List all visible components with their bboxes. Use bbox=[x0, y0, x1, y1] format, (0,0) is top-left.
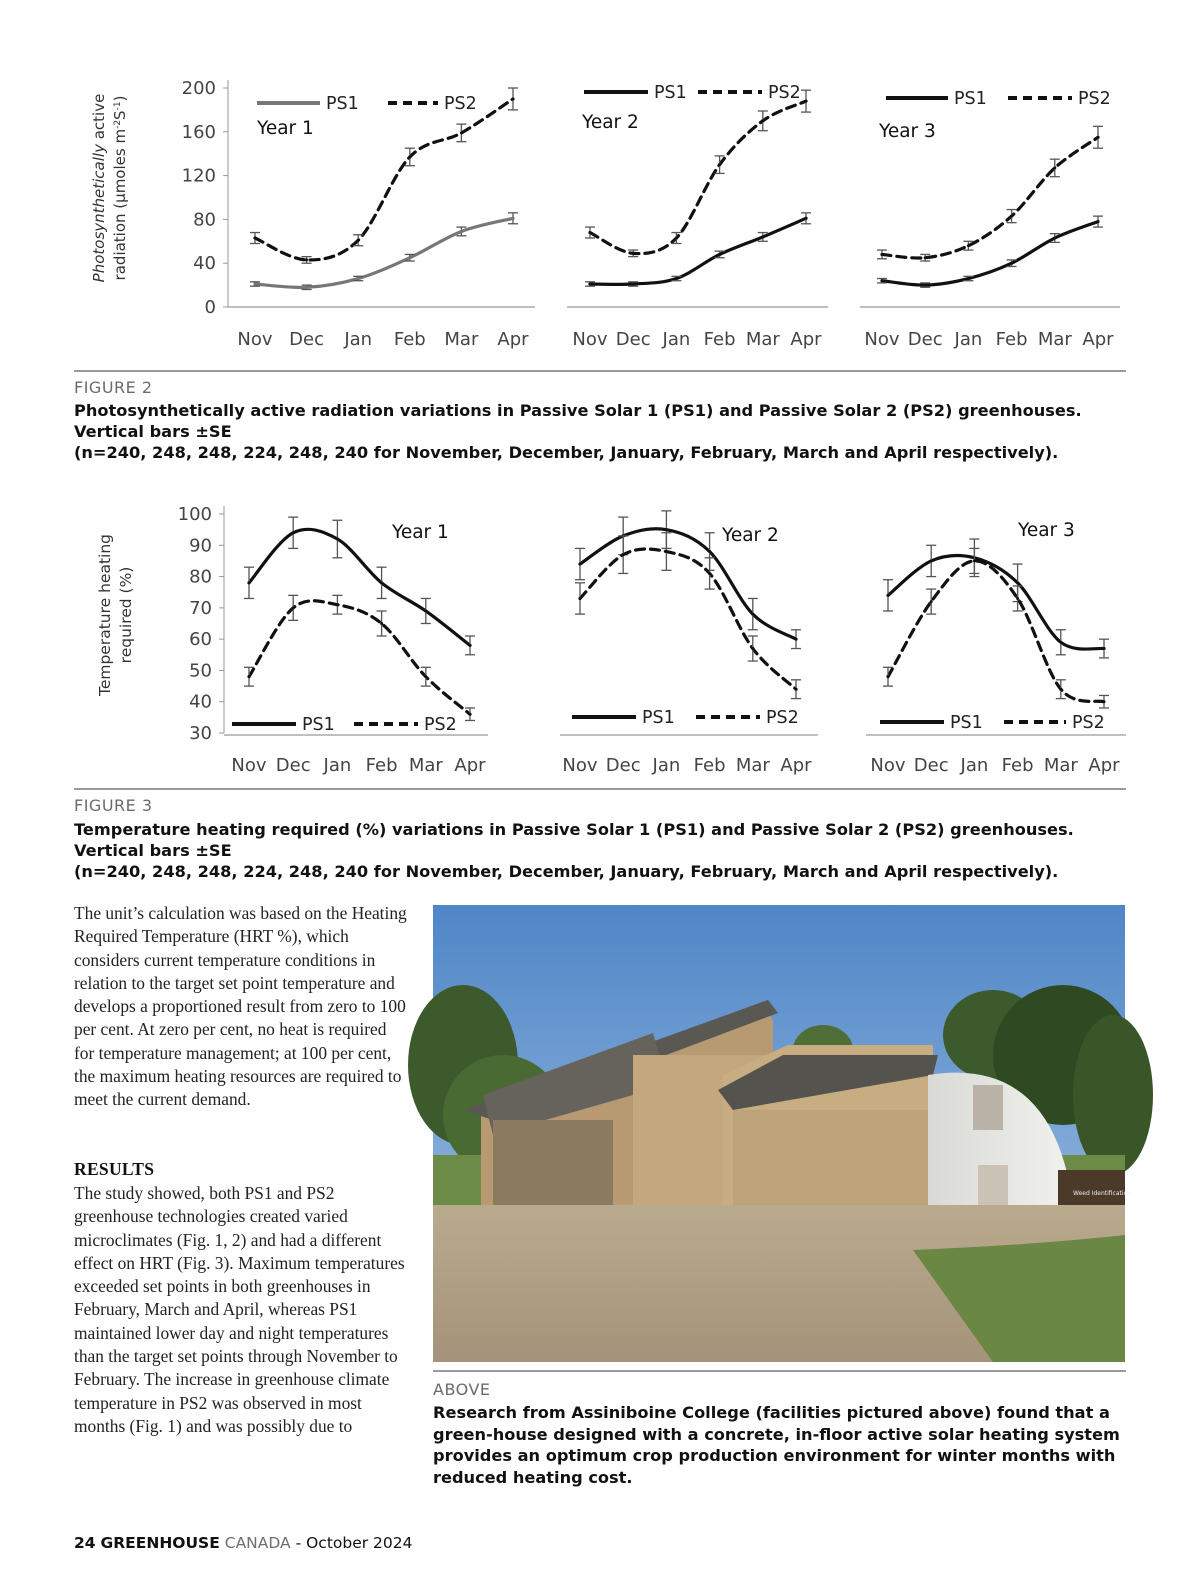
footer-brand: GREENHOUSE bbox=[100, 1534, 220, 1552]
panel-title: Year 1 bbox=[257, 118, 314, 139]
data-point-ps2 bbox=[579, 597, 582, 600]
data-point-ps1 bbox=[380, 581, 383, 584]
x-tick-label: Jan bbox=[652, 755, 681, 776]
x-tick-label: Apr bbox=[1082, 329, 1114, 350]
data-point-ps2 bbox=[248, 675, 251, 678]
page-footer bbox=[74, 1534, 413, 1552]
data-point-ps2 bbox=[795, 688, 798, 691]
figure3-caption bbox=[74, 819, 1134, 882]
x-tick-label: Dec bbox=[913, 755, 949, 776]
x-tick-label: Nov bbox=[870, 755, 906, 776]
data-point-ps1 bbox=[1059, 641, 1062, 644]
data-point-ps1 bbox=[579, 563, 582, 566]
data-point-ps1 bbox=[751, 613, 754, 616]
x-tick-label: Feb bbox=[1001, 755, 1034, 776]
figure3-rule bbox=[74, 788, 1126, 790]
x-tick-label: Apr bbox=[790, 329, 822, 350]
y-tick-label: 80 bbox=[193, 209, 216, 231]
legend-label-ps2: PS2 bbox=[766, 708, 799, 728]
article-paragraph-2: The study showed, both PS1 and PS2 greenhouse technologies created varied microclimates (Fig. 1, 2) and had a different effect on HRT (Fig. 3). Maximum temperatures exceeded set points in both greenhouses in February, March and April, whereas PS1 maintained lower day and night temperatures than the target set points through November to February. The increase in greenhouse climate temperature in PS2 was observed in most months (Fig. 1) and was possibly due to bbox=[74, 1183, 405, 1436]
legend-label-ps2: PS2 bbox=[768, 83, 801, 103]
x-tick-label: Apr bbox=[497, 329, 529, 350]
x-tick-label: Feb bbox=[365, 755, 398, 776]
x-tick-label: Mar bbox=[408, 755, 443, 776]
series-line-ps1-year1 bbox=[249, 529, 470, 645]
y-tick-label: 160 bbox=[181, 121, 216, 143]
par-y-axis-title-line1: Photosynthetically active bbox=[90, 93, 108, 283]
data-point-ps2 bbox=[292, 606, 295, 609]
x-tick-label: Nov bbox=[572, 329, 608, 350]
footer-issue: - October 2024 bbox=[295, 1534, 413, 1552]
panel-title: Year 3 bbox=[1018, 520, 1075, 541]
hrt-y-axis-title-line2: required (%) bbox=[117, 566, 135, 664]
figure3-caption-line1: Temperature heating required (%) variations in Passive Solar 1 (PS1) and Passive Solar 2 (PS2) greenhouses. Vertical bars ±SE bbox=[74, 820, 1074, 860]
data-point-ps2 bbox=[469, 713, 472, 716]
figure3-label: FIGURE 3 bbox=[74, 796, 153, 815]
panel-title: Year 2 bbox=[582, 112, 639, 133]
data-point-ps1 bbox=[887, 594, 890, 597]
page-number: 24 bbox=[74, 1534, 96, 1552]
legend-label-ps2: PS2 bbox=[1078, 89, 1111, 109]
x-tick-label: Dec bbox=[289, 329, 325, 350]
data-point-ps1 bbox=[336, 538, 339, 541]
x-tick-label: Feb bbox=[693, 755, 726, 776]
panel-title: Year 1 bbox=[392, 522, 449, 543]
data-point-ps1 bbox=[930, 559, 933, 562]
legend-label-ps1: PS1 bbox=[326, 94, 359, 114]
data-point-ps2 bbox=[887, 675, 890, 678]
x-tick-label: Mar bbox=[1043, 755, 1078, 776]
data-point-ps2 bbox=[380, 622, 383, 625]
y-tick-label: 200 bbox=[181, 78, 216, 99]
y-tick-label: 40 bbox=[189, 691, 212, 713]
series-line-ps2-year3 bbox=[888, 561, 1104, 702]
figure3-caption-line2: (n=240, 248, 248, 224, 248, 240 for November, December, January, February, March and April respectively). bbox=[74, 862, 1059, 881]
data-point-ps2 bbox=[424, 675, 427, 678]
data-point-ps1 bbox=[424, 609, 427, 612]
y-tick-label: 80 bbox=[189, 566, 212, 588]
figure2-caption-line1: Photosynthetically active radiation variations in Passive Solar 1 (PS1) and Passive Solar 2 (PS2) greenhouses. Vertical bars ±SE bbox=[74, 401, 1082, 441]
data-point-ps2 bbox=[1103, 700, 1106, 703]
data-point-ps1 bbox=[1103, 647, 1106, 650]
x-tick-label: Jan bbox=[344, 329, 373, 350]
y-tick-label: 60 bbox=[189, 629, 212, 651]
x-tick-label: Dec bbox=[615, 329, 651, 350]
data-point-ps1 bbox=[469, 644, 472, 647]
x-tick-label: Feb bbox=[703, 329, 736, 350]
data-point-ps1 bbox=[795, 638, 798, 641]
x-tick-label: Dec bbox=[605, 755, 641, 776]
greenhouse-illustration bbox=[433, 905, 1132, 1362]
footer-brand-2: CANADA bbox=[224, 1534, 291, 1552]
x-tick-label: Nov bbox=[864, 329, 900, 350]
y-tick-label: 90 bbox=[189, 535, 212, 557]
figure2-label: FIGURE 2 bbox=[74, 378, 153, 397]
x-tick-label: Mar bbox=[444, 329, 479, 350]
data-point-ps2 bbox=[1016, 597, 1019, 600]
x-tick-label: Mar bbox=[745, 329, 780, 350]
data-point-ps2 bbox=[708, 572, 711, 575]
data-point-ps2 bbox=[665, 550, 668, 553]
legend-label-ps1: PS1 bbox=[642, 708, 675, 728]
hrt-y-axis-title-line1: Temperature heating bbox=[96, 533, 114, 697]
data-point-ps2 bbox=[622, 553, 625, 556]
legend-label-ps2: PS2 bbox=[424, 715, 457, 735]
panel-title: Year 2 bbox=[722, 525, 779, 546]
legend-label-ps1: PS1 bbox=[302, 715, 335, 735]
y-tick-label: 100 bbox=[177, 504, 212, 525]
sign-text: Weed Identification bbox=[1073, 1190, 1132, 1197]
y-tick-label: 50 bbox=[189, 660, 212, 682]
legend-label-ps1: PS1 bbox=[654, 83, 687, 103]
data-point-ps2 bbox=[336, 603, 339, 606]
photo-label: ABOVE bbox=[433, 1380, 491, 1399]
y-tick-label: 40 bbox=[193, 253, 216, 275]
series-line-ps2-year2 bbox=[580, 549, 796, 689]
greenhouse-photo bbox=[433, 905, 1132, 1362]
y-tick-label: 70 bbox=[189, 597, 212, 619]
data-point-ps2 bbox=[930, 600, 933, 603]
x-tick-label: Jan bbox=[960, 755, 989, 776]
x-tick-label: Jan bbox=[323, 755, 352, 776]
data-point-ps2 bbox=[973, 559, 976, 562]
results-heading: RESULTS bbox=[74, 1159, 155, 1179]
legend-label-ps2: PS2 bbox=[444, 94, 477, 114]
x-tick-label: Apr bbox=[1088, 755, 1120, 776]
legend-label-ps1: PS1 bbox=[950, 713, 983, 733]
x-tick-label: Nov bbox=[237, 329, 273, 350]
x-tick-label: Nov bbox=[562, 755, 598, 776]
y-tick-label: 0 bbox=[204, 297, 216, 318]
legend-label-ps2: PS2 bbox=[1072, 713, 1105, 733]
x-tick-label: Feb bbox=[995, 329, 1028, 350]
data-point-ps1 bbox=[708, 550, 711, 553]
data-point-ps1 bbox=[1016, 581, 1019, 584]
panel-title: Year 3 bbox=[879, 121, 936, 142]
legend-label-ps1: PS1 bbox=[954, 89, 987, 109]
x-tick-label: Nov bbox=[231, 755, 267, 776]
x-tick-label: Dec bbox=[275, 755, 311, 776]
photo-rule bbox=[433, 1370, 1126, 1372]
x-tick-label: Dec bbox=[907, 329, 943, 350]
data-point-ps2 bbox=[1059, 688, 1062, 691]
x-tick-label: Mar bbox=[735, 755, 770, 776]
data-point-ps1 bbox=[665, 528, 668, 531]
x-tick-label: Jan bbox=[954, 329, 983, 350]
photo-caption: Research from Assiniboine College (facilities pictured above) found that a green-house designed with a concrete, in-floor active solar heating system provides an optimum crop production environment for winter months with reduced heating cost. bbox=[433, 1403, 1120, 1487]
data-point-ps1 bbox=[292, 531, 295, 534]
y-tick-label: 120 bbox=[181, 165, 216, 187]
data-point-ps2 bbox=[751, 647, 754, 650]
x-tick-label: Apr bbox=[780, 755, 812, 776]
figure2-caption-line2: (n=240, 248, 248, 224, 248, 240 for November, December, January, February, March and April respectively). bbox=[74, 443, 1059, 462]
x-tick-label: Feb bbox=[393, 329, 426, 350]
par-y-axis-title-line2: radiation (µmoles $m^{-2}S^{-1}$) bbox=[111, 95, 129, 281]
x-tick-label: Mar bbox=[1037, 329, 1072, 350]
x-tick-label: Apr bbox=[454, 755, 486, 776]
article-paragraph-1: The unit’s calculation was based on the Heating Required Temperature (HRT %), which considers current temperature conditions in relation to the target set point temperature and develops a proportioned result from zero to 100 per cent. At zero per cent, no heat is required for temperature management; at 100 per cent, the maximum heating resources are required to meet the current demand. bbox=[74, 903, 407, 1110]
data-point-ps1 bbox=[248, 581, 251, 584]
x-tick-label: Jan bbox=[662, 329, 691, 350]
y-tick-label: 30 bbox=[189, 723, 212, 744]
